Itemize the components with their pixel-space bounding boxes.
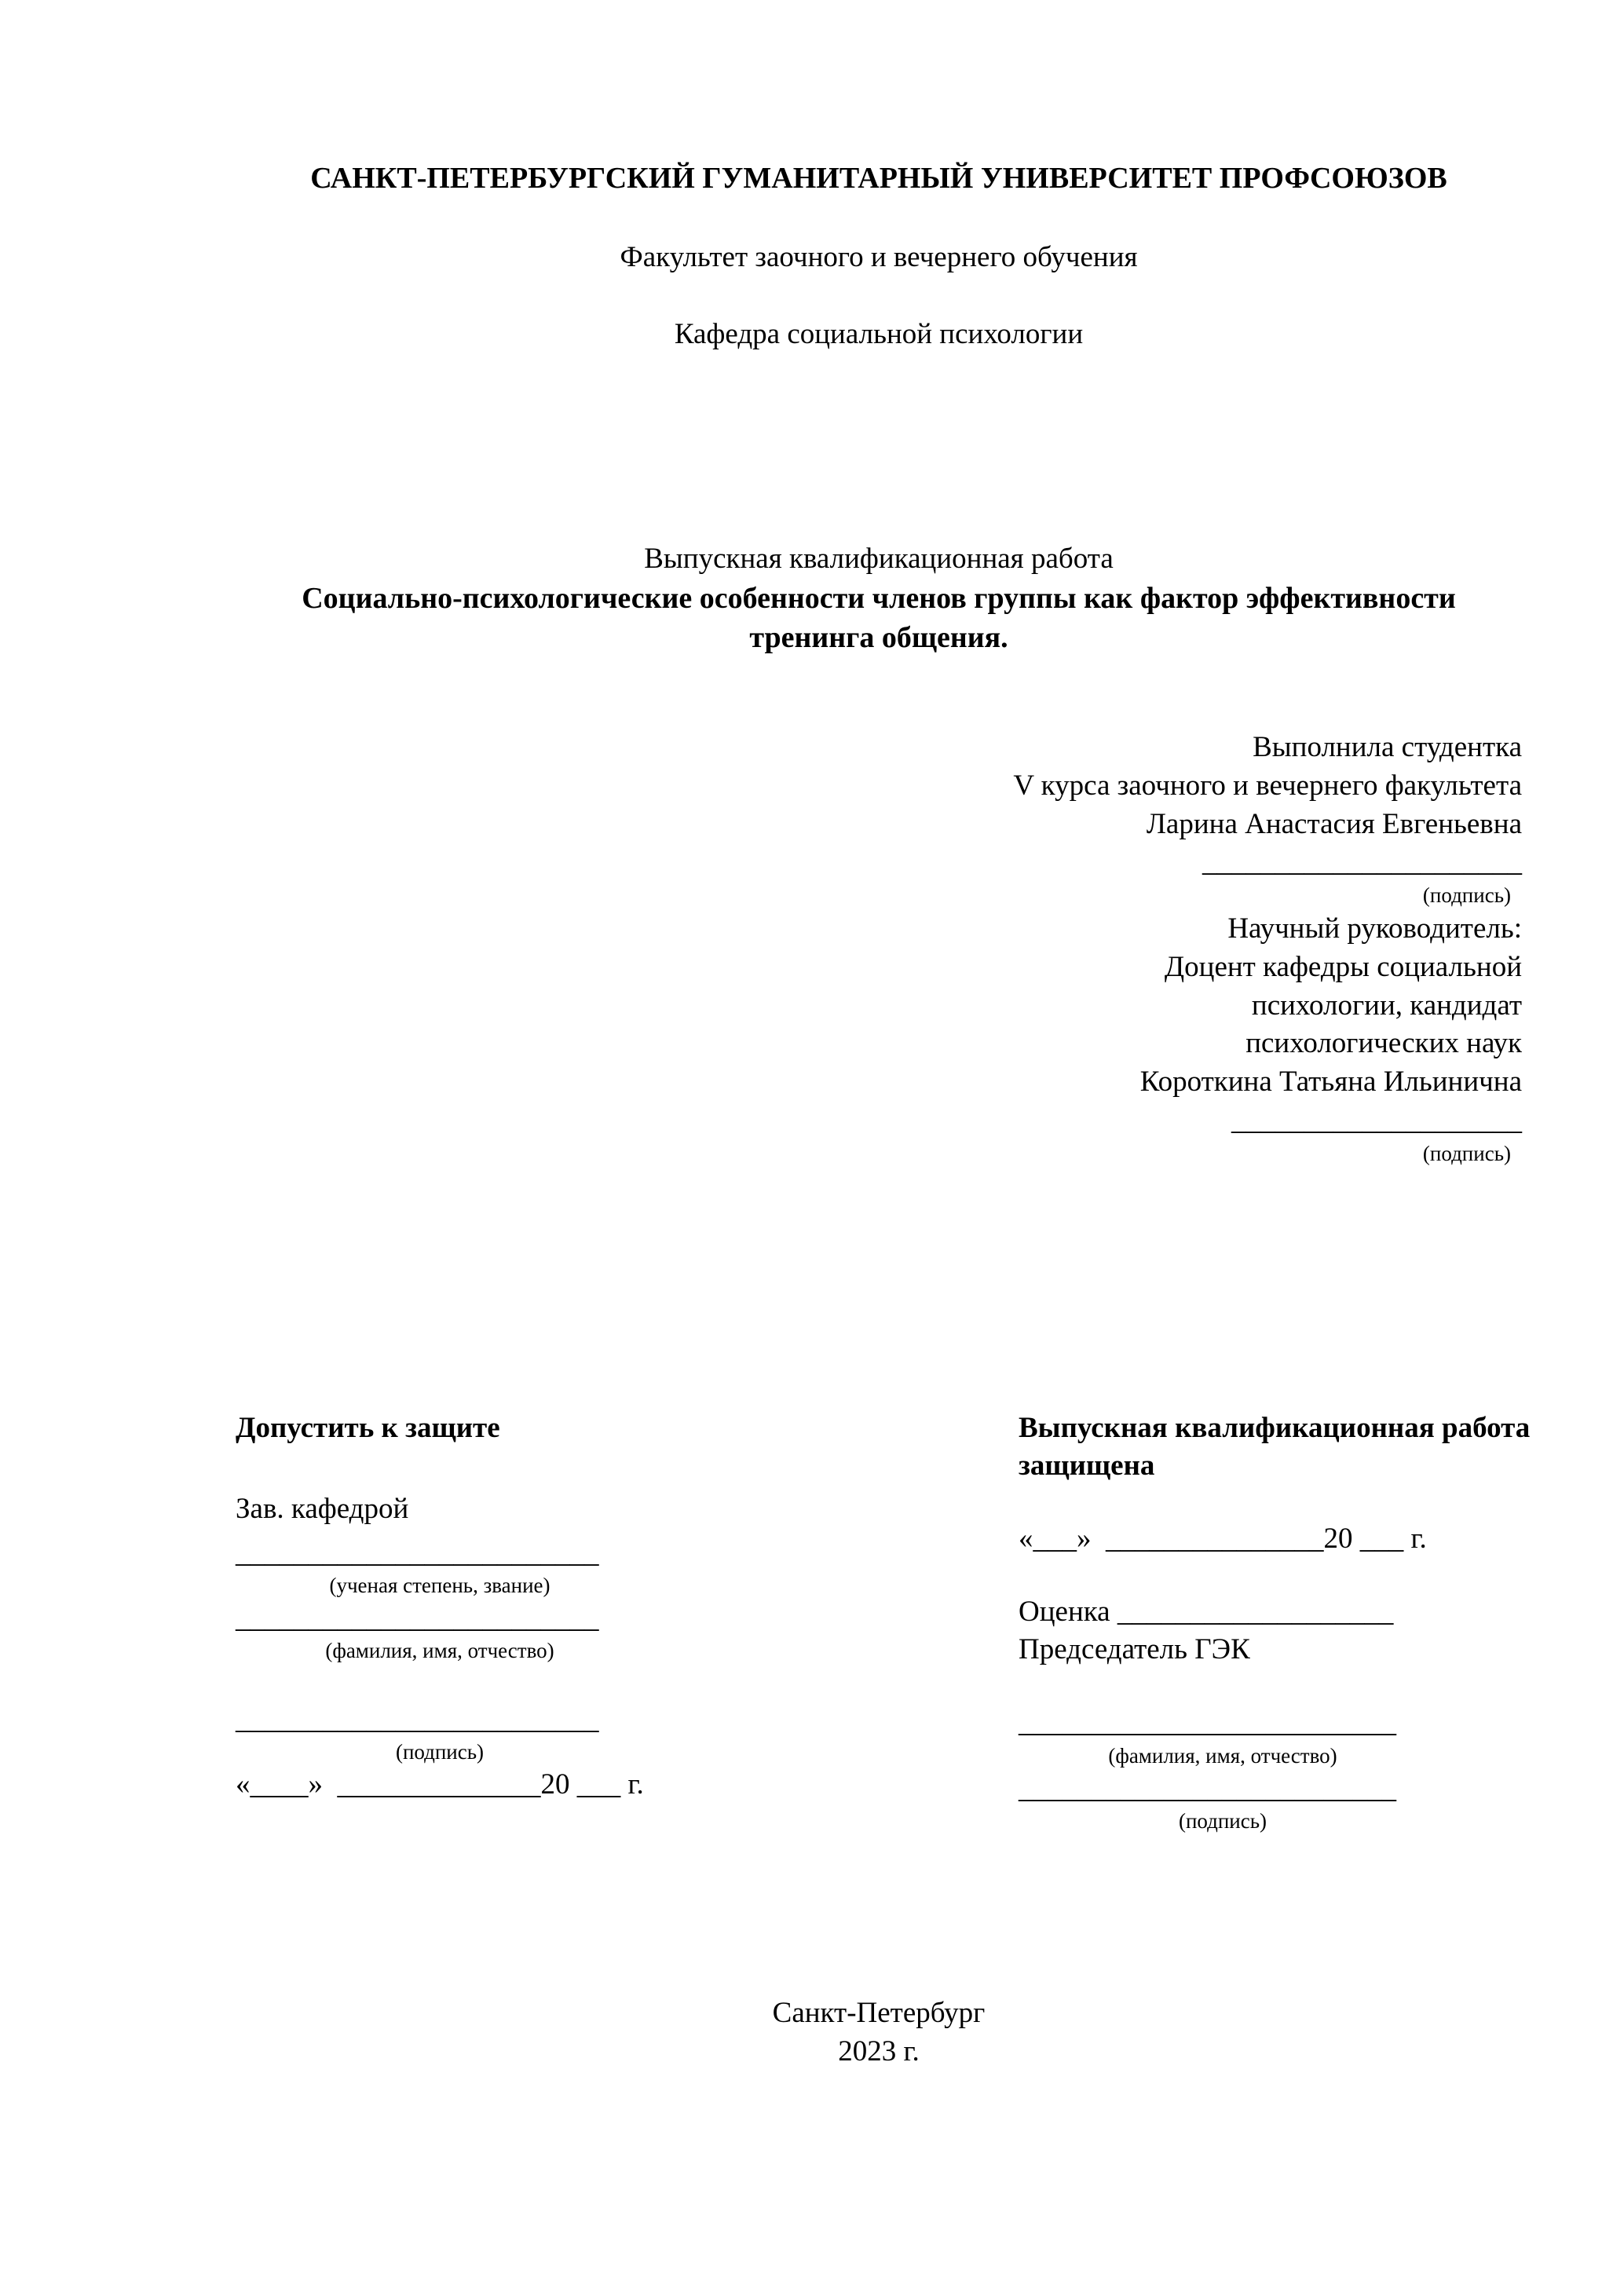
chairman-signature-caption: (подпись) — [1178, 1808, 1267, 1833]
supervisor-signature-blank: ____________________ — [1231, 1104, 1522, 1137]
degree-caption: (ученая степень, звание) — [329, 1574, 550, 1598]
grade-line: Оценка ___________________ — [1019, 1596, 1394, 1629]
defense-block — [1019, 1409, 1568, 1835]
thesis-topic-line2: тренинга общения. — [749, 620, 1008, 654]
thesis-topic-line1: Социально-психологические особенности членов группы как фактор эффективности — [302, 581, 1456, 615]
department-name: Кафедра социальной психологии — [674, 318, 1084, 350]
student-course: V курса заочного и вечернего факультета — [1013, 769, 1522, 802]
supervisor-position-line2: психологии, кандидат — [1251, 989, 1522, 1022]
head-name-blank-line: _________________________ — [236, 1602, 599, 1635]
head-of-department-label: Зав. кафедрой — [236, 1493, 409, 1526]
author-block — [784, 729, 1522, 1168]
admission-heading: Допустить к защите — [236, 1412, 500, 1444]
chairman-name-blank-line: __________________________ — [1019, 1706, 1396, 1739]
student-signature-caption: (подпись) — [1422, 883, 1511, 908]
faculty-name: Факультет заочного и вечернего обучения — [620, 241, 1138, 273]
work-type: Выпускная квалификационная работа — [644, 543, 1114, 575]
supervisor-signature-caption: (подпись) — [1422, 1141, 1511, 1165]
defense-heading-line2: защищена — [1019, 1450, 1155, 1483]
head-signature-blank-line: _________________________ — [236, 1702, 599, 1735]
document-header — [236, 161, 1522, 351]
degree-blank-line: _________________________ — [236, 1537, 599, 1570]
defense-heading-line1: Выпускная квалификационная работа — [1019, 1412, 1531, 1444]
supervisor-label: Научный руководитель: — [1227, 912, 1522, 945]
chairman-name-caption: (фамилия, имя, отчество) — [1108, 1743, 1337, 1768]
admission-block — [236, 1409, 785, 1804]
student-signature-blank: ______________________ — [1202, 846, 1522, 879]
head-signature-caption: (подпись) — [395, 1739, 485, 1764]
title-block — [236, 540, 1522, 657]
university-name: САНКТ-ПЕТЕРБУРГСКИЙ ГУМАНИТАРНЫЙ УНИВЕРСИТЕТ ПРОФСОЮЗОВ — [310, 162, 1447, 195]
defense-date-line: «___» _______________20 ___ г. — [1019, 1523, 1427, 1556]
document-footer — [236, 1994, 1522, 2071]
year: 2023 г. — [838, 2035, 920, 2067]
city: Санкт-Петербург — [772, 1997, 986, 2029]
admission-date-line: «____» ______________20 ___ г. — [236, 1768, 644, 1801]
student-name: Ларина Анастасия Евгеньевна — [1146, 807, 1522, 840]
supervisor-name: Короткина Татьяна Ильинична — [1139, 1066, 1522, 1099]
head-name-caption: (фамилия, имя, отчество) — [325, 1639, 554, 1663]
supervisor-position-line3: психологических наук — [1245, 1027, 1522, 1060]
supervisor-position-line1: Доцент кафедры социальной — [1164, 950, 1522, 983]
chairman-signature-blank-line: __________________________ — [1019, 1771, 1396, 1804]
performed-by-label: Выполнила студентка — [1253, 731, 1522, 763]
chairman-label: Председатель ГЭК — [1019, 1633, 1250, 1666]
